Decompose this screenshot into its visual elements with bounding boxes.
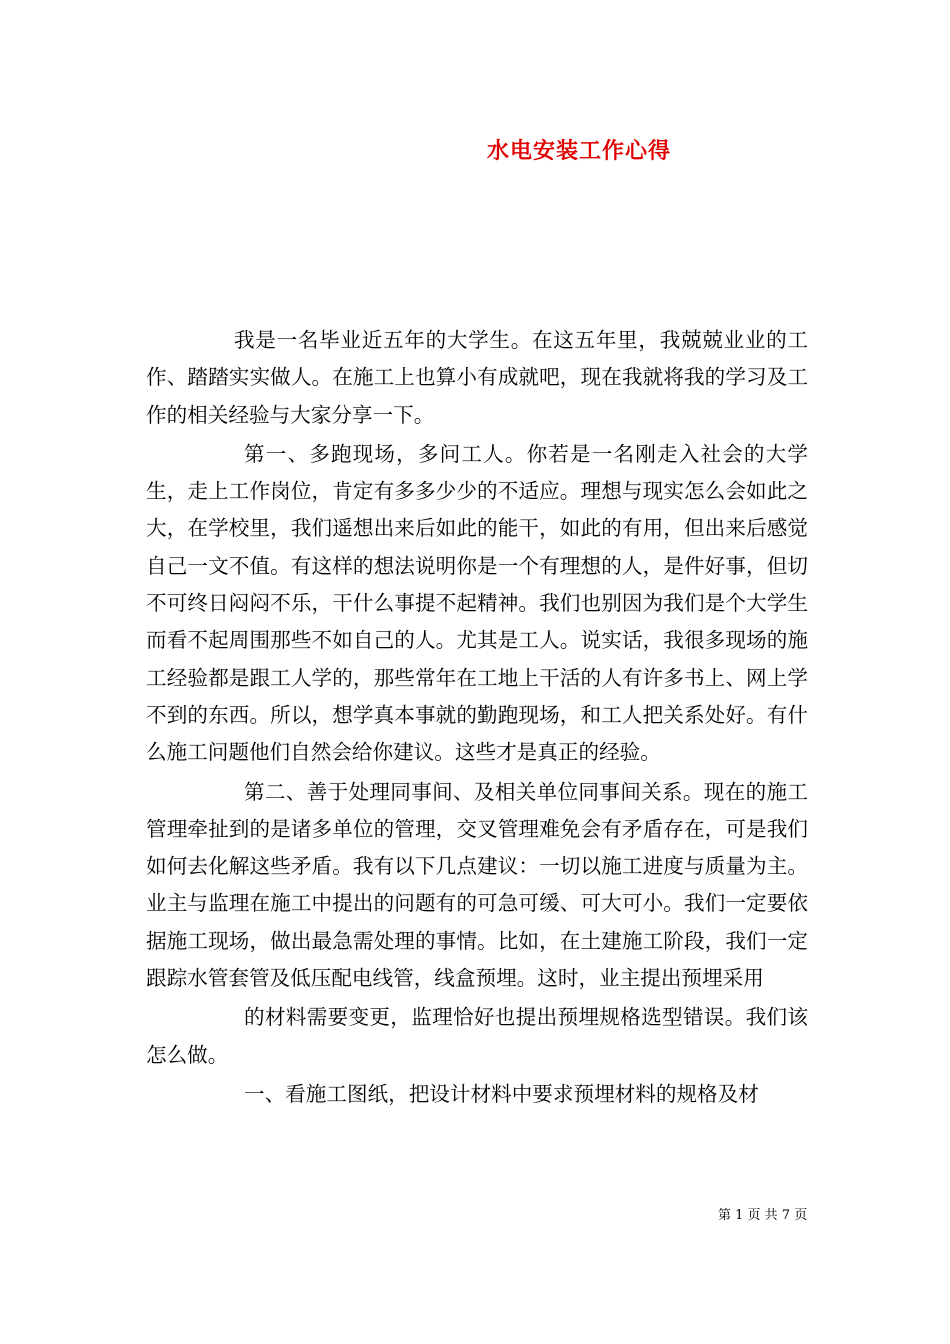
paragraph-second-point: 第二、善于处理同事间、及相关单位同事间关系。现在的施工管理牵扯到的是诸多单位的管理，交叉管理难免会有矛盾存在，可是我们如何去化解这些矛盾。我有以下几点建议：一切以施工进度与质量为主。业主与监理在施工中提出的问题有的可急可缓、可大可小。我们一定要依据施工现场，做出最急需处理的事情。比如，在土建施工阶段，我们一定跟踪水管套管及低压配电线管，线盒预埋。这时，业主提出预埋采用 (146, 779, 808, 991)
paragraph-continuation: 的材料需要变更，监理恰好也提出预埋规格选型错误。我们该怎么做。 (146, 1005, 808, 1067)
paragraph-sub-point-one: 一、看施工图纸，把设计材料中要求预埋材料的规格及材 (244, 1081, 759, 1106)
document-body (146, 322, 808, 1115)
paragraph-intro: 我是一名毕业近五年的大学生。在这五年里，我兢兢业业的工作、踏踏实实做人。在施工上也算小有成就吧，现在我就将我的学习及工作的相关经验与大家分享一下。 (146, 328, 808, 427)
page-number-footer: 第 1 页 共 7 页 (718, 1208, 808, 1223)
document-title: 水电安装工作心得 (487, 138, 672, 164)
paragraph-first-point: 第一、多跑现场，多问工人。你若是一名刚走入社会的大学生，走上工作岗位，肯定有多多少少的不适应。理想与现实怎么会如此之大，在学校里，我们遥想出来后如此的能干，如此的有用，但出来后感觉自己一文不值。有这样的想法说明你是一个有理想的人，是件好事，但切不可终日闷闷不乐，干什么事提不起精神。我们也别因为我们是个大学生而看不起周围那些不如自己的人。尤其是工人。说实话，我很多现场的施工经验都是跟工人学的，那些常年在工地上干活的人有许多书上、网上学不到的东西。所以，想学真本事就的勤跑现场，和工人把关系处好。有什么施工问题他们自然会给你建议。这些才是真正的经验。 (146, 441, 808, 765)
